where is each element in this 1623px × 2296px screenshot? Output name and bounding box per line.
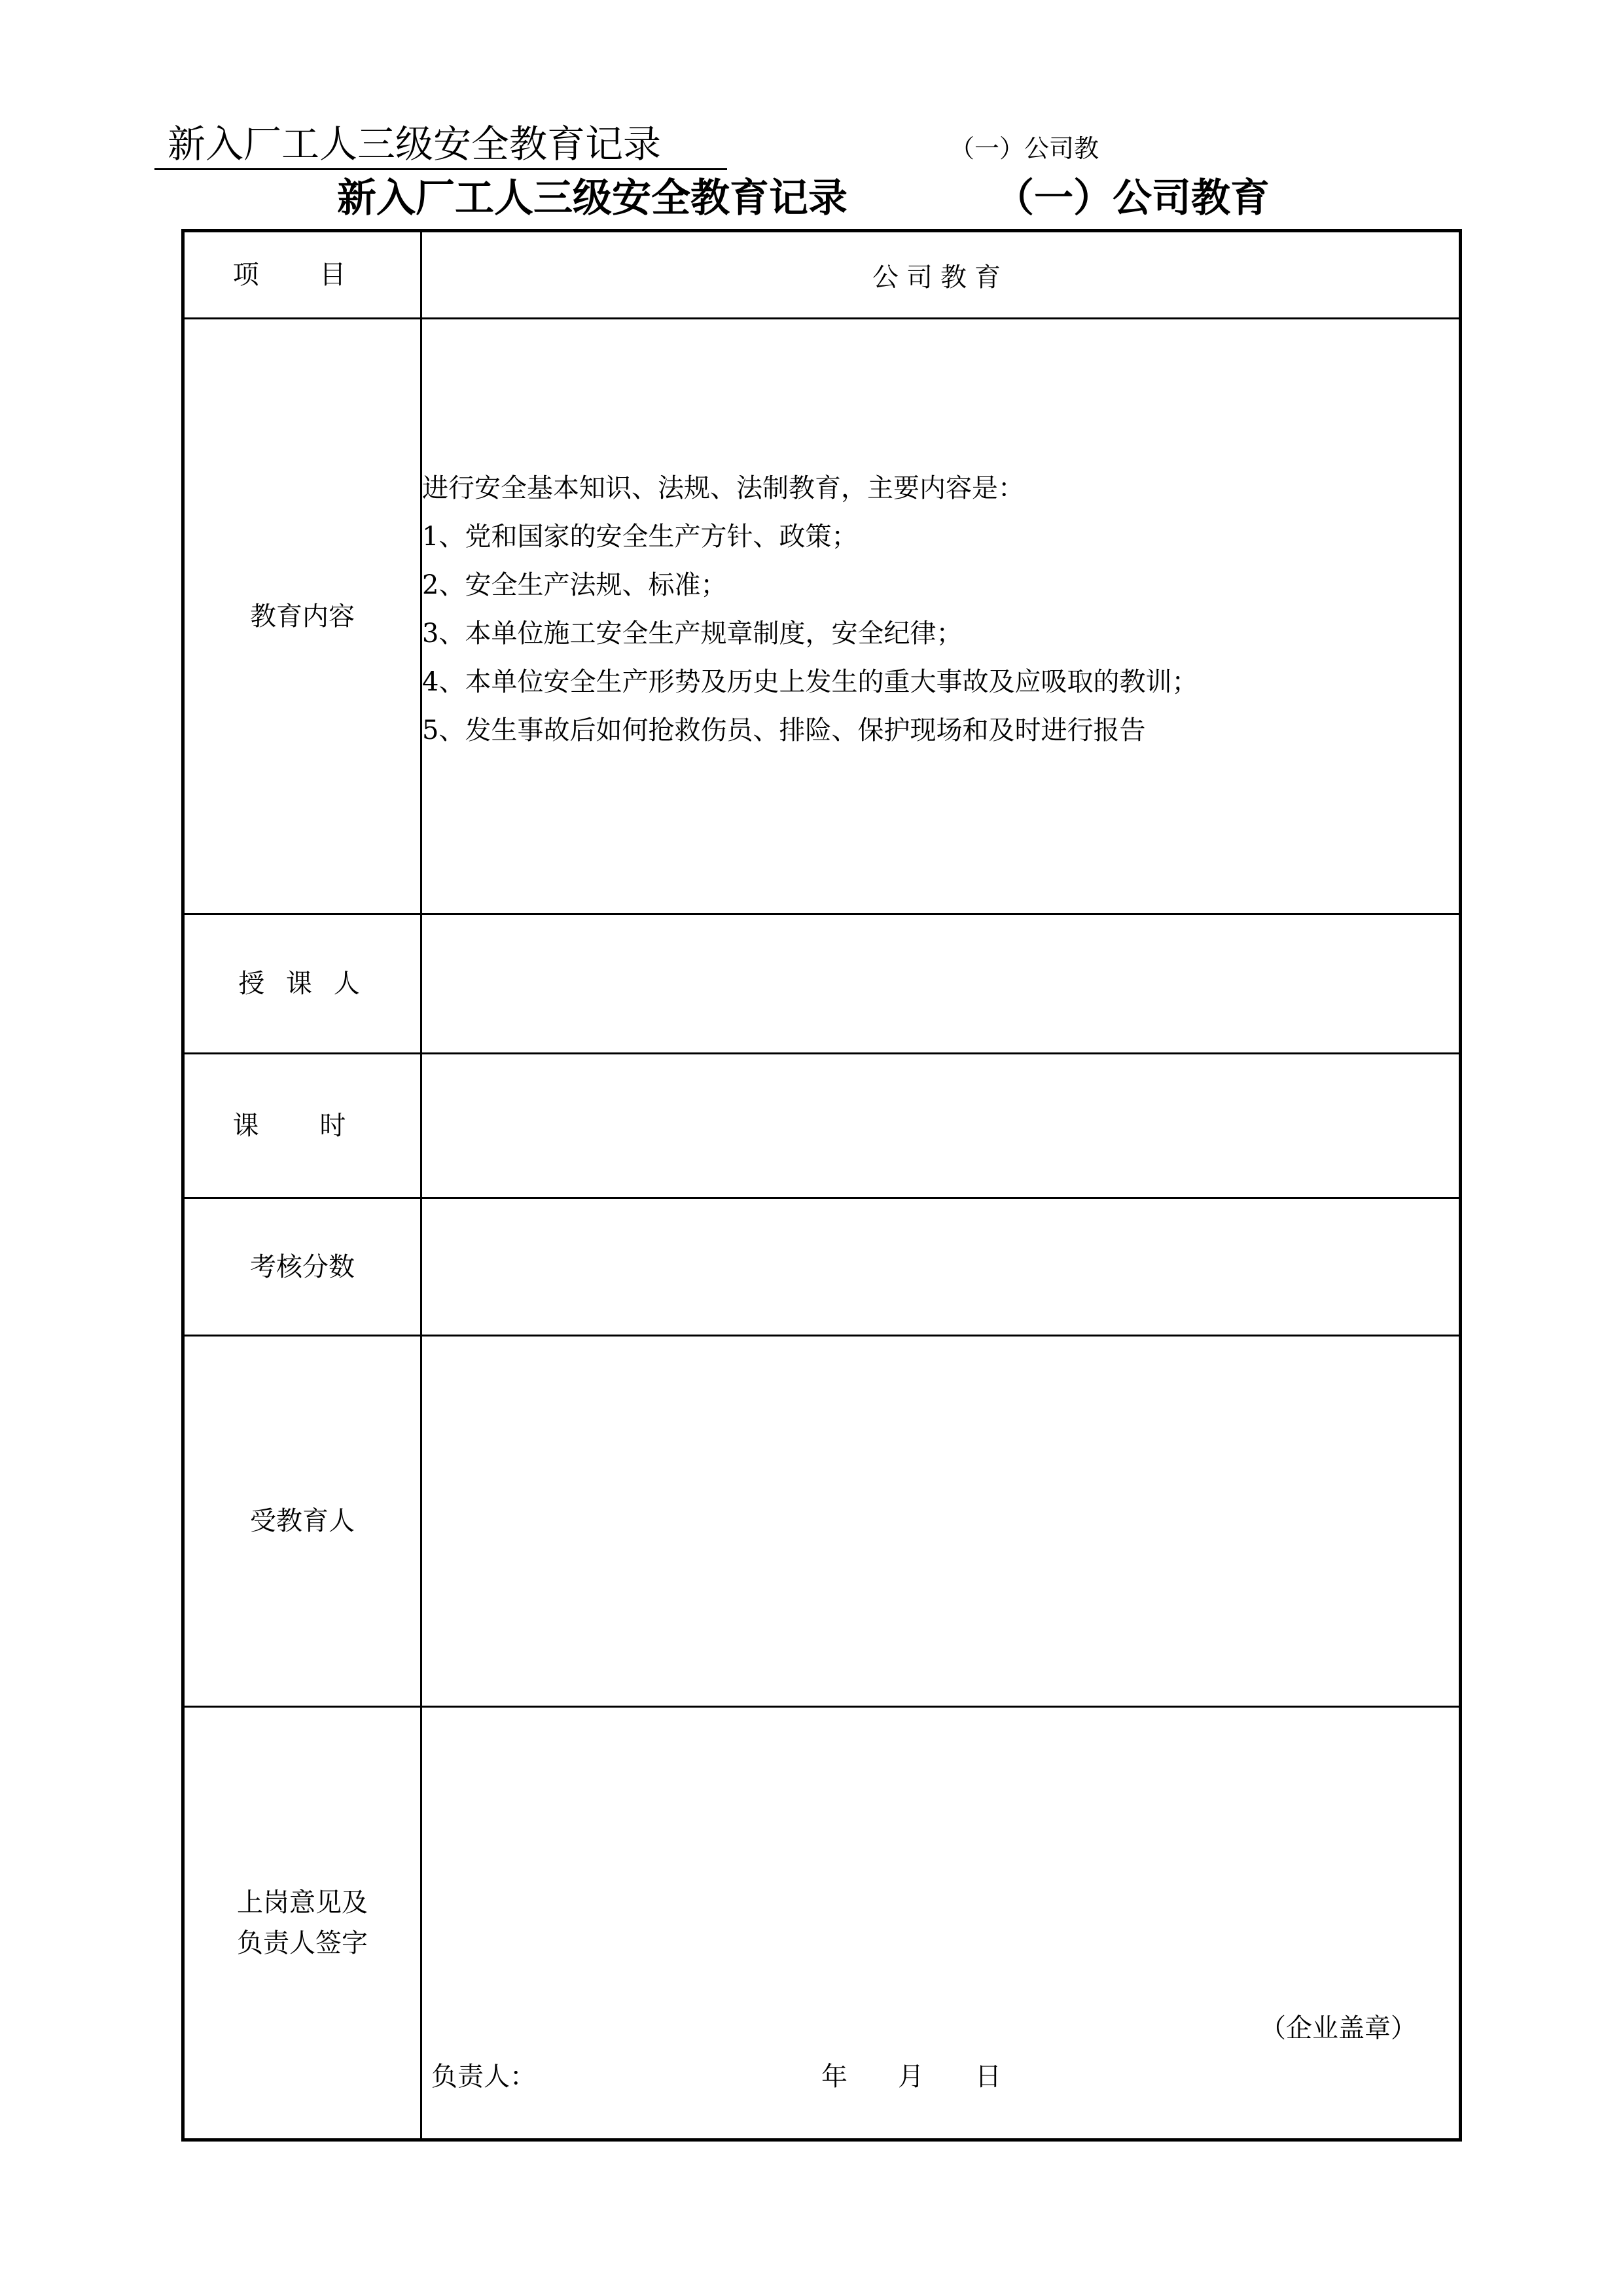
page-title: [0, 169, 1623, 228]
instructor-field[interactable]: [422, 915, 1459, 1052]
class-hours-label-cell: [185, 1054, 422, 1197]
education-line: 2、安全生产法规、标准；: [422, 570, 727, 600]
education-line: 4、本单位安全生产形势及历史上发生的重大事故及应吸取的教训；: [422, 667, 1198, 697]
table-header-row: [185, 232, 1459, 319]
assessment-score-field[interactable]: [422, 1199, 1459, 1335]
education-line: 进行安全基本知识、法规、法制教育，主要内容是：: [422, 473, 1024, 503]
signer-label: 负责人：: [431, 2062, 536, 2092]
instructor-row: [185, 915, 1459, 1054]
class-hours-field[interactable]: [422, 1054, 1459, 1197]
main-title-text: 新入厂工人三级安全教育记录: [337, 175, 847, 221]
header-label: 项 目: [232, 260, 372, 290]
education-content-cell[interactable]: [422, 319, 1459, 913]
trainees-label-cell: [185, 1336, 422, 1706]
instructor-label: 授 课 人: [238, 969, 366, 999]
header-label-cell: [185, 232, 422, 317]
assessment-score-row: [185, 1199, 1459, 1336]
trainees-row: [185, 1336, 1459, 1708]
header-content-cell: [422, 232, 1459, 317]
class-hours-label: 课 时: [232, 1111, 372, 1141]
education-content-label-cell: [185, 319, 422, 913]
education-line: 1、党和国家的安全生产方针、政策；: [422, 522, 858, 552]
approval-label-line1: 上岗意见及: [237, 1888, 368, 1918]
date-day-label: 日: [975, 2062, 1001, 2092]
top-header: [154, 118, 1202, 177]
approval-label-line2: 负责人签字: [237, 1928, 368, 1958]
date-year-label: 年: [821, 2062, 847, 2092]
trainees-label: 受教育人: [250, 1506, 355, 1536]
education-line: 5、发生事故后如何抢救伤员、排险、保护现场和及时进行报告: [422, 715, 1146, 745]
top-title: 新入厂工人三级安全教育记录: [168, 122, 662, 166]
approval-row: [185, 1708, 1459, 2138]
education-line: 3、本单位施工安全生产规章制度，安全纪律；: [422, 619, 963, 649]
main-title-section: （一）公司教育: [995, 175, 1270, 221]
company-stamp-text: （企业盖章）: [1260, 2013, 1417, 2043]
education-content-text: [422, 464, 1198, 755]
trainees-field[interactable]: [422, 1336, 1459, 1706]
instructor-label-cell: [185, 915, 422, 1052]
header-content: 公司教育: [872, 262, 1008, 293]
assessment-score-label: 考核分数: [250, 1251, 355, 1282]
education-record-table: [181, 229, 1462, 2142]
approval-label-cell: [185, 1708, 422, 2138]
education-content-row: [185, 319, 1459, 915]
assessment-score-label-cell: [185, 1199, 422, 1335]
date-month-label: 月: [898, 2062, 924, 2092]
class-hours-row: [185, 1054, 1459, 1199]
top-subtitle: （一）公司教: [950, 134, 1099, 163]
education-content-label: 教育内容: [250, 601, 355, 632]
approval-field[interactable]: [422, 1708, 1459, 2138]
